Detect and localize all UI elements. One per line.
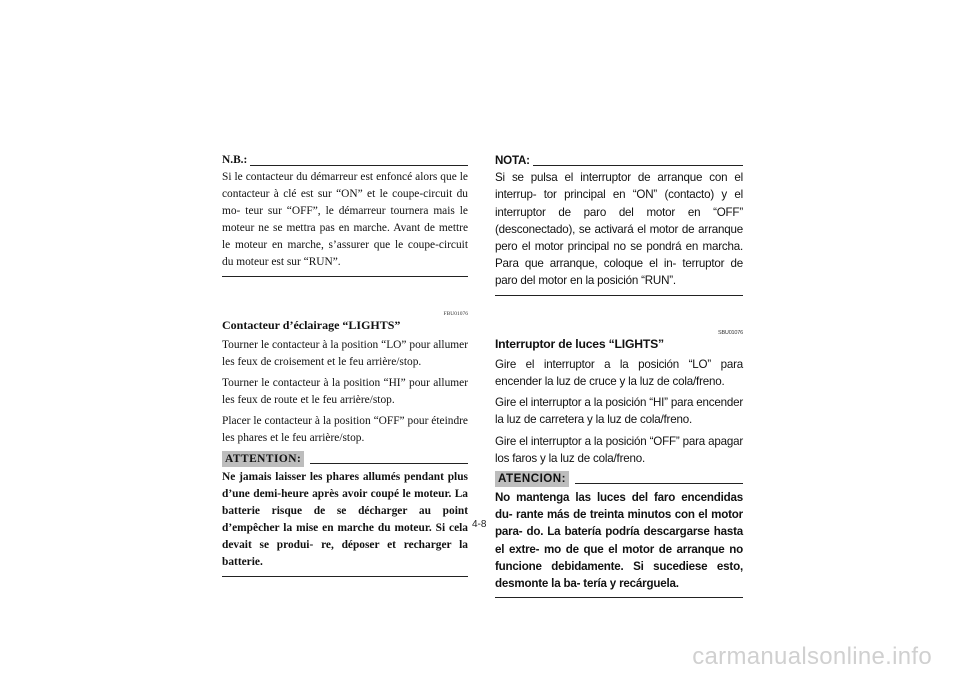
french-column bbox=[222, 152, 468, 577]
note-label: N.B.: bbox=[222, 154, 248, 166]
note-text: Si se pulsa el interruptor de arranque con el interrup- tor principal en “ON” (contacto) y el interruptor de paro del motor en “OFF” (desconectado), se activará el motor de arranque pero el motor principal no se pondrá en marcha. Para que arranque, coloque el in- terruptor de paro del motor en la posición “RUN”. bbox=[495, 171, 743, 288]
paragraph: Gire el interruptor a la posición “HI” para encender la luz de carretera y la luz de cola/freno. bbox=[495, 396, 744, 427]
paragraph: Gire el interruptor a la posición “OFF” para apagar los faros y la luz de cola/freno. bbox=[495, 434, 743, 465]
paragraph: Gire el interruptor a la posición “LO” para encender la luz de cruce y la luz de cola/freno. bbox=[495, 357, 743, 389]
section-code: FBU01076 bbox=[443, 311, 468, 317]
paragraph: Tourner le contacteur à la position “LO” pour allumer les feux de croisement et le feu arrière/stop. bbox=[222, 339, 468, 368]
spanish-column bbox=[495, 152, 743, 598]
section-heading: Interruptor de luces “LIGHTS” bbox=[495, 336, 664, 351]
note-text: Si le contacteur du démarreur est enfoncé alors que le contacteur à clé est sur “ON” et le coupe-circuit du mo- teur sur “OFF”, le démarreur tournera mais le moteur ne se mettra pas en marche. Avant de mettre le moteur en marche, s’assurer que le coupe-circuit du moteur est sur “RUN”. bbox=[222, 171, 468, 268]
note-header bbox=[222, 152, 468, 169]
section-heading: Contacteur d’éclairage “LIGHTS” bbox=[222, 318, 401, 332]
warning-text: Ne jamais laisser les phares allumés pendant plus d’une demi-heure après avoir coupé le moteur. La batterie risque de se décharger au point d’empêcher la mise en marche du moteur. Si cela devait se produi- re, déposer et recharger la batterie. bbox=[222, 471, 469, 568]
paragraph: Tourner le contacteur à la position “HI” pour allumer les feux de route et le feu arrière/stop. bbox=[222, 377, 468, 406]
warning-end-rule bbox=[495, 597, 743, 598]
note-end-rule bbox=[222, 276, 468, 277]
note-label: NOTA: bbox=[495, 154, 530, 167]
note-end-rule bbox=[495, 295, 743, 296]
attention-header bbox=[222, 451, 468, 467]
paragraph: Placer le contacteur à la position “OFF” pour éteindre les phares et le feu arrière/stop. bbox=[222, 415, 468, 444]
attention-label: ATTENTION: bbox=[222, 451, 304, 467]
section-code: SBU01076 bbox=[717, 329, 743, 336]
attention-rule bbox=[310, 463, 468, 464]
note-rule bbox=[533, 165, 743, 166]
attention-label: ATENCION: bbox=[495, 471, 569, 487]
page-number: 4-8 bbox=[472, 519, 487, 530]
attention-rule bbox=[575, 483, 743, 484]
warning-end-rule bbox=[222, 576, 468, 577]
note-rule bbox=[250, 165, 468, 166]
note-header bbox=[495, 152, 743, 169]
watermark: carmanualsonline.info bbox=[692, 643, 932, 670]
warning-text: No mantenga las luces del faro encendidas du- rante más de treinta minutos con el motor para- do. La batería podría descargarse hasta el extre- mo de que el motor de arranque no funcione debidamente. Si sucediese esto, desmonte la ba- tería y recárguela. bbox=[495, 491, 743, 591]
attention-header bbox=[495, 471, 743, 487]
